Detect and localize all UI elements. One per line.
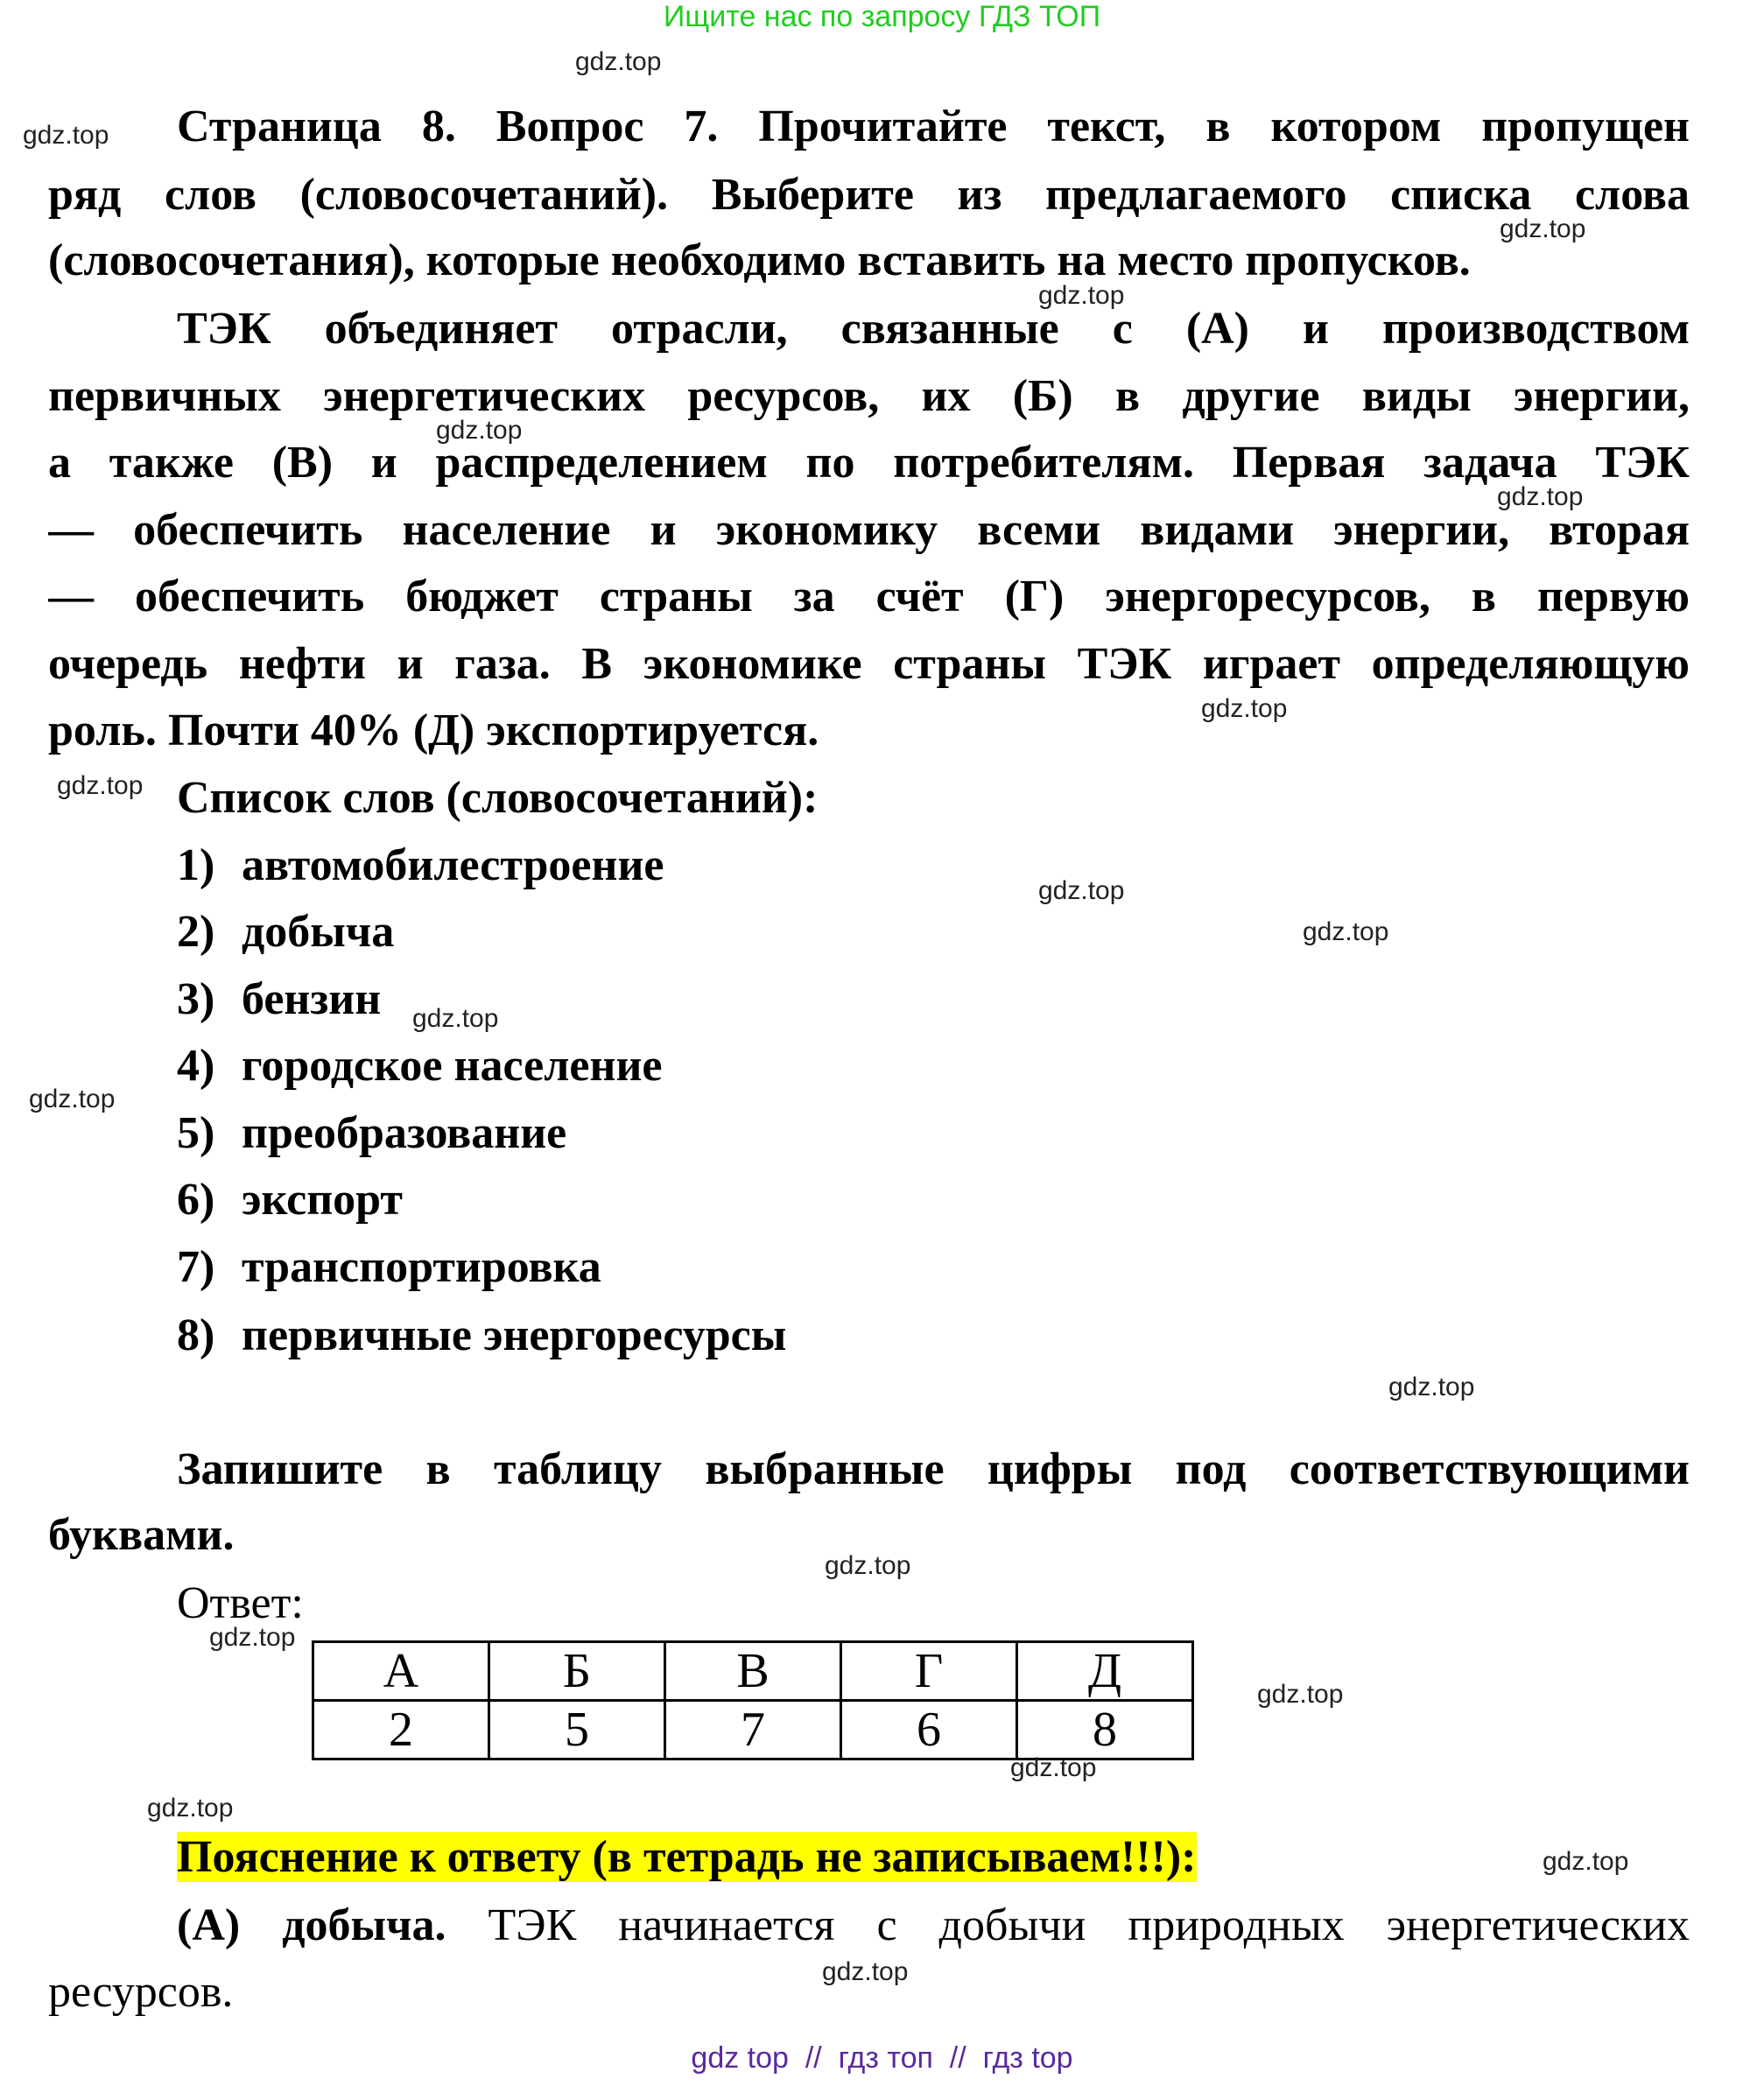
- table-row: [313, 1701, 1193, 1759]
- table-cell: 5: [489, 1701, 665, 1759]
- explanation-term: (А) добыча.: [177, 1900, 446, 1950]
- list-item-number: 8): [177, 1310, 215, 1360]
- watermark: gdz.top: [1497, 482, 1584, 511]
- list-item-number: 6): [177, 1175, 215, 1225]
- table-header-cell: А: [313, 1642, 489, 1701]
- search-banner[interactable]: Ищите нас по запросу ГДЗ ТОП: [663, 0, 1101, 33]
- question-line: — обеспечить население и экономику всеми видами энергии, вторая: [48, 505, 1690, 555]
- watermark: gdz.top: [1201, 694, 1288, 723]
- list-item: городское население: [242, 1041, 663, 1091]
- watermark: gdz.top: [1303, 917, 1389, 946]
- explanation-title: Пояснение к ответу (в тетрадь не записываем!!!):: [177, 1832, 1197, 1882]
- list-item: бензин: [242, 974, 382, 1024]
- table-header-cell: Д: [1017, 1642, 1193, 1701]
- instruction-line: Запишите в таблицу выбранные цифры под соответствующими: [177, 1444, 1690, 1494]
- explanation-line: [177, 1893, 1690, 1959]
- watermark: gdz.top: [1038, 281, 1125, 310]
- list-item-number: 5): [177, 1108, 215, 1158]
- explanation-text: ТЭК начинается с добычи природных энергетических: [446, 1900, 1690, 1950]
- watermark: gdz.top: [436, 416, 523, 445]
- question-line: а также (В) и распределением по потребителям. Первая задача ТЭК: [48, 438, 1690, 488]
- answer-table: [312, 1640, 1194, 1760]
- watermark: gdz.top: [575, 47, 662, 76]
- list-item-number: 4): [177, 1041, 215, 1091]
- watermark: gdz.top: [57, 771, 144, 800]
- watermark: gdz.top: [209, 1623, 296, 1652]
- list-item: автомобилестроение: [242, 840, 664, 890]
- list-item: транспортировка: [242, 1242, 601, 1292]
- watermark: gdz.top: [1543, 1847, 1629, 1876]
- question-line: очередь нефти и газа. В экономике страны ТЭК играет определяющую: [48, 639, 1690, 689]
- watermark: gdz.top: [147, 1794, 234, 1823]
- footer-links[interactable]: gdz top // гдз топ // гдз top: [691, 2041, 1073, 2075]
- table-header-row: [313, 1642, 1193, 1701]
- question-line: Страница 8. Вопрос 7. Прочитайте текст, в котором пропущен: [177, 102, 1690, 151]
- explanation-title-wrap: [177, 1824, 1197, 1891]
- watermark: gdz.top: [29, 1085, 116, 1113]
- question-line: ТЭК объединяет отрасли, связанные с (А) и производством: [177, 304, 1690, 354]
- list-item-number: 3): [177, 974, 215, 1024]
- question-line: ряд слов (словосочетаний). Выберите из предлагаемого списка слова: [48, 170, 1690, 220]
- watermark: gdz.top: [1010, 1753, 1097, 1782]
- explanation-line: ресурсов.: [48, 1967, 234, 2017]
- watermark: gdz.top: [825, 1551, 911, 1580]
- word-list-title: Список слов (словосочетаний):: [177, 773, 819, 823]
- question-line: роль. Почти 40% (Д) экспортируется.: [48, 706, 819, 755]
- question-line: — обеспечить бюджет страны за счёт (Г) энергоресурсов, в первую: [48, 572, 1690, 622]
- watermark: gdz.top: [412, 1004, 499, 1033]
- table-cell: 6: [841, 1701, 1017, 1759]
- watermark: gdz.top: [1257, 1680, 1344, 1709]
- watermark: gdz.top: [1500, 214, 1586, 243]
- watermark: gdz.top: [822, 1957, 909, 1986]
- watermark: gdz.top: [23, 121, 109, 150]
- list-item: первичные энергоресурсы: [242, 1310, 787, 1360]
- answer-label: Ответ:: [177, 1578, 304, 1628]
- watermark: gdz.top: [1038, 876, 1125, 905]
- list-item: преобразование: [242, 1108, 567, 1158]
- table-cell: 7: [665, 1701, 841, 1759]
- table-header-cell: Б: [489, 1642, 665, 1701]
- instruction-line: буквами.: [48, 1510, 235, 1560]
- question-line: (словосочетания), которые необходимо вставить на место пропусков.: [48, 235, 1471, 285]
- list-item-number: 1): [177, 840, 215, 890]
- list-item-number: 7): [177, 1242, 215, 1292]
- table-cell: 2: [313, 1701, 489, 1759]
- question-line: первичных энергетических ресурсов, их (Б) в другие виды энергии,: [48, 371, 1690, 421]
- watermark: gdz.top: [1388, 1373, 1475, 1401]
- list-item: добыча: [242, 907, 395, 957]
- table-cell: 8: [1017, 1701, 1193, 1759]
- table-header-cell: В: [665, 1642, 841, 1701]
- table-header-cell: Г: [841, 1642, 1017, 1701]
- list-item-number: 2): [177, 907, 215, 957]
- list-item: экспорт: [242, 1175, 403, 1225]
